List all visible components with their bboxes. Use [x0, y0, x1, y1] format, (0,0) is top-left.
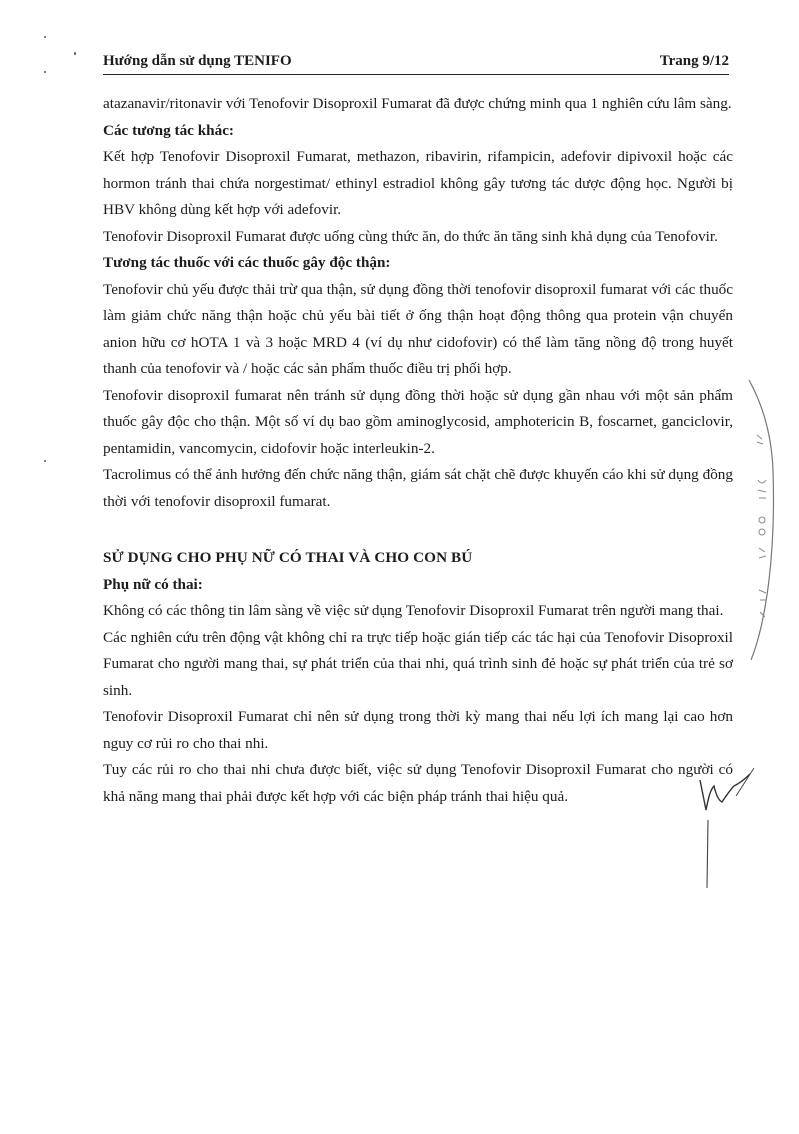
- document-body: [103, 91, 733, 810]
- section-subheading: Các tương tác khác:: [103, 121, 234, 139]
- page-header: [103, 52, 729, 75]
- paragraph: Các nghiên cứu trên động vật không chỉ ra trực tiếp hoặc gián tiếp các tác hại của Tenofovir Disoproxil Fumarat cho người mang thai, sự phát triển của thai nhi, quá trình sinh đẻ hoặc sự phát triển của trẻ sơ sinh.: [103, 628, 733, 699]
- section-subheading: Phụ nữ có thai:: [103, 575, 203, 593]
- paragraph: Tenofovir Disoproxil Fumarat chỉ nên sử dụng trong thời kỳ mang thai nếu lợi ích mang lại cao hơn nguy cơ rủi ro cho thai nhi.: [103, 708, 733, 752]
- scan-speck: [44, 71, 46, 73]
- page-number: Trang 9/12: [659, 53, 729, 69]
- signature-icon: [696, 760, 756, 890]
- paragraph: Tenofovir disoproxil fumarat nên tránh sử dụng đồng thời hoặc sử dụng gần nhau với một sản phẩm thuốc gây độc cho thận. Một số ví dụ bao gồm aminoglycosid, amphotericin B, foscarnet, ganciclovir, pentamidin, vancomycin, cidofovir hoặc interleukin-2.: [103, 386, 733, 457]
- paragraph: Tenofovir Disoproxil Fumarat được uống cùng thức ăn, do thức ăn tăng sinh khả dụng của Tenofovir.: [103, 227, 718, 245]
- scan-speck: [44, 36, 46, 38]
- paragraph: Tenofovir chủ yếu được thải trừ qua thận, sử dụng đồng thời tenofovir disoproxil fumarat với các thuốc làm giảm chức năng thận hoặc chủ yếu bài tiết ở ống thận hoạt động thông qua protein vận chuyển anion hữu cơ hOTA 1 và 3 hoặc MRD 4 (ví dụ như cidofovir) có thể làm tăng nồng độ trong huyết thanh của tenofovir và / hoặc các sản phẩm thuốc điều trị phối hợp.: [103, 280, 733, 377]
- document-title: Hướng dẫn sử dụng TENIFO: [103, 53, 292, 69]
- scan-speck: [44, 460, 46, 462]
- partial-stamp-icon: [745, 380, 785, 660]
- paragraph: Không có các thông tin lâm sàng về việc sử dụng Tenofovir Disoproxil Fumarat trên người mang thai.: [103, 602, 724, 619]
- section-subheading: Tương tác thuốc với các thuốc gây độc thận:: [103, 254, 391, 271]
- paragraph: Tuy các rủi ro cho thai nhi chưa được biết, việc sử dụng Tenofovir Disoproxil Fumarat cho người có khả năng mang thai phải được kết hợp với các biện pháp tránh thai hiệu quả.: [103, 761, 733, 805]
- paragraph: Tacrolimus có thể ảnh hưởng đến chức năng thận, giám sát chặt chẽ được khuyến cáo khi sử dụng đồng thời với tenofovir disoproxil fumarat.: [103, 466, 733, 510]
- section-heading: SỬ DỤNG CHO PHỤ NỮ CÓ THAI VÀ CHO CON BÚ: [103, 549, 473, 566]
- paragraph: atazanavir/ritonavir với Tenofovir Disoproxil Fumarat đã được chứng minh qua 1 nghiên cứu lâm sàng.: [103, 95, 732, 112]
- paragraph: Kết hợp Tenofovir Disoproxil Fumarat, methazon, ribavirin, rifampicin, adefovir dipivoxil hoặc các hormon tránh thai chứa norgestimat/ ethinyl estradiol không gây tương tác dược động học. Người bị HBV không dùng kết hợp với adefovir.: [103, 148, 733, 218]
- scan-speck: [74, 52, 76, 55]
